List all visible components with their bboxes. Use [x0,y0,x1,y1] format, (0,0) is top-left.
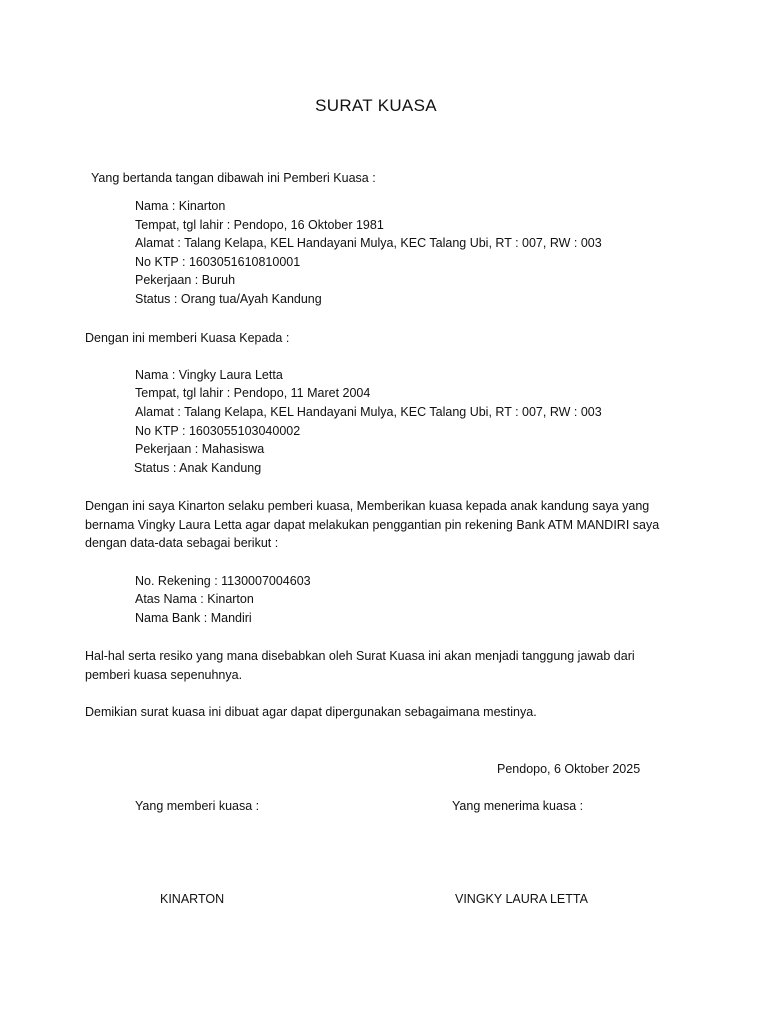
giver-signature-label: Yang memberi kuasa : [135,799,260,813]
giver-signature-name: KINARTON [160,892,225,906]
grantee-status: Status : Anak Kandung [134,461,262,475]
grantor-name: Nama : Kinarton [135,199,226,213]
grant-heading: Dengan ini memberi Kuasa Kepada : [85,331,290,345]
closing-text: Demikian surat kuasa ini dibuat agar dapat dipergunakan sebagaimana mestinya. [85,705,537,719]
grantee-job: Pekerjaan : Mahasiswa [135,442,265,456]
intro-text: Yang bertanda tangan dibawah ini Pemberi Kuasa : [91,171,376,185]
body-line: dengan data-data sebagai berikut : [85,536,279,550]
account-holder: Atas Nama : Kinarton [135,592,254,606]
grantor-birth: Tempat, tgl lahir : Pendopo, 16 Oktober 1981 [135,218,384,232]
body-line: Dengan ini saya Kinarton selaku pemberi kuasa, Memberikan kuasa kepada anak kandung saya yang [85,499,650,513]
receiver-signature-label: Yang menerima kuasa : [452,799,584,813]
risk-line: Hal-hal serta resiko yang mana disebabkan oleh Surat Kuasa ini akan menjadi tanggung jawab dari [85,649,635,663]
risk-line: pemberi kuasa sepenuhnya. [85,668,243,682]
grantor-address: Alamat : Talang Kelapa, KEL Handayani Mulya, KEC Talang Ubi, RT : 007, RW : 003 [135,236,602,250]
receiver-signature-name: VINGKY LAURA LETTA [455,892,588,906]
account-bank: Nama Bank : Mandiri [135,611,252,625]
place-date: Pendopo, 6 Oktober 2025 [497,762,641,776]
document-title: SURAT KUASA [315,96,437,115]
grantee-birth: Tempat, tgl lahir : Pendopo, 11 Maret 2004 [135,386,371,400]
grantor-ktp: No KTP : 1603051610810001 [135,255,301,269]
grantor-job: Pekerjaan : Buruh [135,273,236,287]
grantee-ktp: No KTP : 1603055103040002 [135,424,301,438]
grantee-name: Nama : Vingky Laura Letta [135,368,283,382]
body-line: bernama Vingky Laura Letta agar dapat melakukan penggantian pin rekening Bank ATM MANDIRI saya [85,518,660,532]
grantee-address: Alamat : Talang Kelapa, KEL Handayani Mulya, KEC Talang Ubi, RT : 007, RW : 003 [135,405,602,419]
grantor-status: Status : Orang tua/Ayah Kandung [135,292,322,306]
account-number: No. Rekening : 1130007004603 [135,574,311,588]
